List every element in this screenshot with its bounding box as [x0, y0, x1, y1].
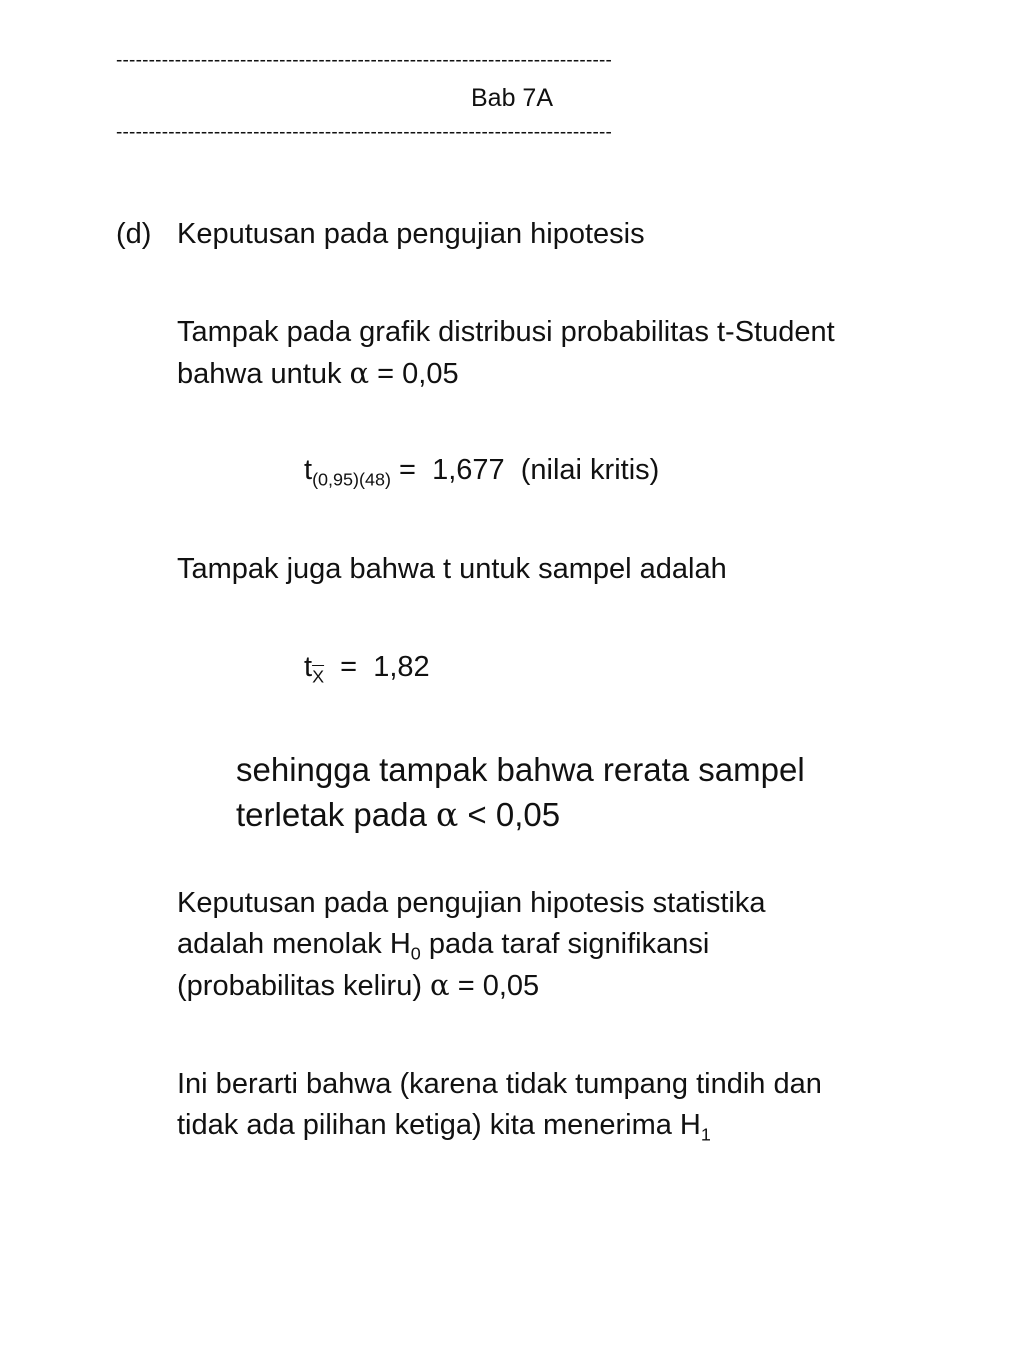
sample-mean-subscript: X	[312, 666, 325, 687]
para1-line2: bahwa untuk α = 0,05	[177, 356, 459, 390]
critical-value-subscript: (0,95)(48)	[312, 469, 391, 490]
meaning-line2: tidak ada pilihan ketiga) kita menerima $H_1$	[177, 1109, 711, 1145]
para2-line1: Tampak juga bahwa t untuk sampel adalah	[177, 553, 727, 585]
critical-value-formula: $t_{(0,95)(48)} = 1,677$ (nilai kritis)	[304, 454, 660, 490]
conclusion-line2: terletak pada α < 0,05	[236, 795, 561, 834]
section-heading: Keputusan pada pengujian hipotesis	[177, 218, 645, 250]
para1-line1: Tampak pada grafik distribusi probabilitas t-Student	[177, 316, 835, 348]
page-title: Bab 7A	[470, 84, 553, 112]
sample-t-value: = 1,82	[324, 651, 430, 683]
header-rule-top: ----------------------------------------------------------------------------	[116, 50, 613, 71]
sample-t-formula: $t_{\overline{X}} = 1,82$	[304, 651, 430, 687]
critical-value: = 1,677 (nilai kritis)	[390, 454, 660, 486]
alpha-symbol: α	[349, 356, 370, 390]
decision-line3: (probabilitas keliru) α = 0,05	[177, 968, 540, 1002]
h1-subscript: 1	[700, 1124, 711, 1145]
header-rule-bottom: ----------------------------------------------------------------------------	[116, 122, 613, 143]
conclusion-line1: sehingga tampak bahwa rerata sampel	[236, 751, 805, 788]
h0-subscript: 0	[410, 943, 421, 964]
alpha-symbol: α	[435, 795, 459, 834]
decision-line2: adalah menolak $H_0$ pada taraf signifikansi	[177, 928, 710, 964]
alpha-symbol: α	[430, 968, 450, 1002]
section-label: (d)	[116, 218, 152, 250]
decision-line1: Keputusan pada pengujian hipotesis statistika	[177, 887, 766, 919]
meaning-line1: Ini berarti bahwa (karena tidak tumpang tindih dan	[177, 1068, 822, 1100]
